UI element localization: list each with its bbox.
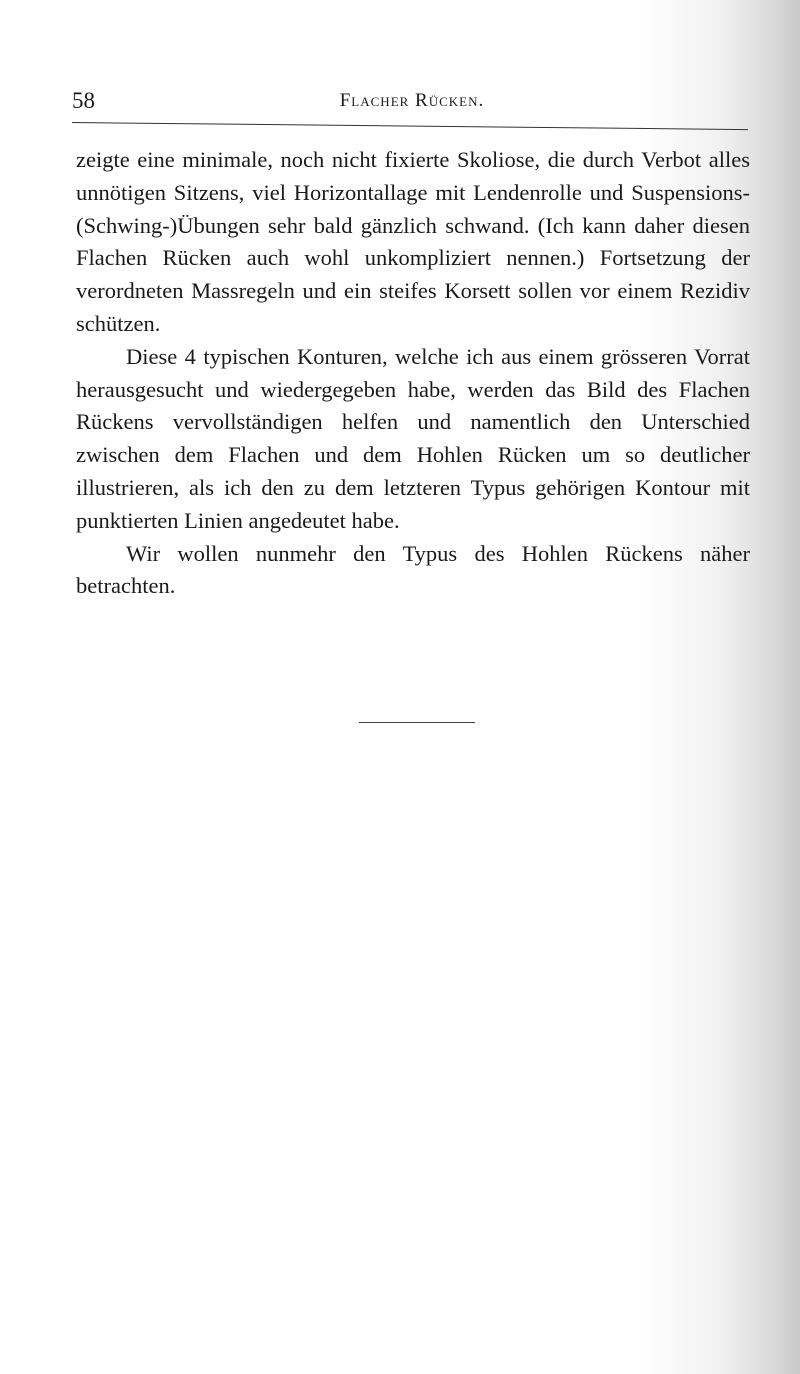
paragraph-1: zeigte eine minimale, noch nicht fixierte Skoliose, die durch Verbot alles unnötigen Sitzens, viel Horizontallage mit Lendenrolle und Suspensions-(Schwing-)Übungen sehr bald gänzlich schwand. (Ich kann daher diesen Flachen Rücken auch wohl unkompliziert nennen.) Fortsetzung der verordneten Massregeln und ein steifes Korsett sollen vor einem Rezidiv schützen. (76, 147, 750, 336)
paragraph-3: Wir wollen nunmehr den Typus des Hohlen Rückens näher betrachten. (76, 540, 750, 599)
header-rule (72, 122, 748, 130)
page-number: 58 (72, 88, 95, 113)
running-title: Flacher Rücken. (339, 90, 485, 111)
body-text (76, 144, 750, 603)
section-end-rule (359, 722, 475, 723)
paragraph-2: Diese 4 typischen Konturen, welche ich aus einem grösseren Vorrat herausgesucht und wiedergegeben habe, werden das Bild des Flachen Rückens vervollständigen helfen und namentlich den Unterschied zwischen dem Flachen und dem Hohlen Rücken um so deutlicher illustrieren, als ich den zu dem letzteren Typus gehörigen Kontour mit punktierten Linien angedeutet habe. (76, 343, 750, 533)
page-header (72, 88, 752, 118)
